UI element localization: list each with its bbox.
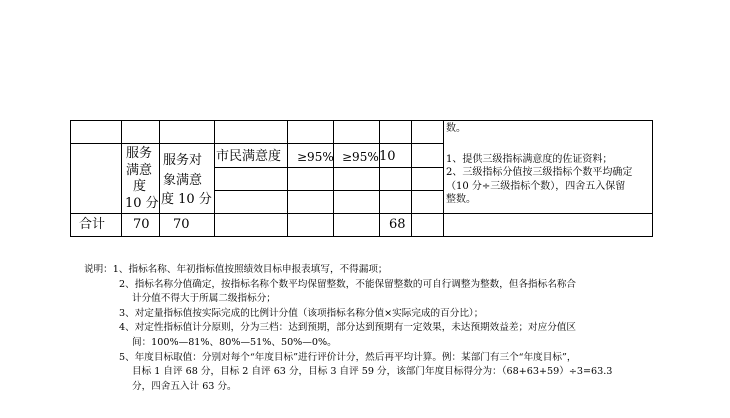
table-line: [287, 120, 288, 237]
level3-indicator-line: 度 10 分: [161, 192, 212, 207]
note-line: 目标 1 自评 68 分，目标 2 自评 63 分，目标 3 自评 59 分，该部门年度目标得分为：（68+63+59）÷3=63.3: [132, 366, 613, 378]
level3-indicator-line: 服务对: [163, 153, 203, 168]
table-line: [214, 167, 443, 168]
score: 10: [379, 149, 396, 164]
note-line: 说明：1、指标名称、年初指标值按照绩效目标申报表填写，不得漏项；: [84, 264, 388, 275]
note-line: 4、对定性指标值计分原则，分为三档：达到预期，部分达到预期有一定效果，未达预期效益差；对应分值区: [119, 322, 577, 334]
table-line: [121, 120, 122, 237]
total-label: 合计: [79, 217, 106, 232]
note-line: 5、年度目标取值：分别对每个“年度目标”进行评价计分，然后再平均计算。例：某部门有三个“年度目标”，: [119, 351, 577, 363]
table-line: [443, 120, 444, 237]
note-line: 2、指标名称分值确定，按指标名称个数平均保留整数，不能保留整数的可自行调整为整数，但各指标名称合: [119, 278, 577, 290]
note-line: 分，四舍五入计 63 分。: [132, 380, 237, 392]
level2-indicator-line: 度: [133, 179, 147, 194]
note-line: 3、对定量指标值按实际完成的比例计分值（该项指标名称分值×实际完成的百分比）；: [119, 307, 484, 319]
table-line: [411, 120, 412, 237]
target-value: ≥95%: [297, 150, 334, 164]
total-weight: 70: [173, 217, 190, 232]
table-line: [159, 120, 160, 237]
table-line: [379, 120, 380, 237]
evidence-line: 1、提供三级指标满意度的佐证资料；: [446, 154, 613, 165]
table-line: [652, 120, 653, 237]
evidence-line: 整数。: [446, 194, 476, 205]
total-weight: 70: [133, 217, 150, 232]
evidence-line: 2、三级指标分值按三级指标个数平均确定: [446, 167, 633, 178]
level2-indicator-line: 服务: [126, 146, 153, 161]
evidence-line: （10 分÷三级指标个数），四舍五入保留: [446, 181, 626, 192]
table-line: [214, 190, 443, 191]
level2-indicator-line: 满意: [126, 163, 153, 178]
table-line: [333, 120, 334, 237]
explanation-notes: [84, 263, 613, 394]
level3-indicator-line: 象满意: [163, 173, 203, 188]
total-score: 68: [389, 217, 406, 232]
note-line: 计分值不得大于所属二级指标分；: [132, 293, 276, 305]
note-line: 间：100%—81%、80%—51%、50%—0%。: [132, 336, 337, 348]
level2-indicator-line: 10 分: [125, 196, 159, 211]
table-line: [70, 143, 443, 144]
table-line: [214, 120, 215, 237]
actual-value: ≥95%: [342, 150, 379, 164]
table-line: [70, 120, 653, 121]
table-line: [70, 213, 653, 214]
top-note: 数。: [446, 123, 466, 134]
indicator-name: 市民满意度: [216, 149, 282, 164]
table-line: [70, 236, 653, 237]
table-line: [70, 120, 71, 237]
